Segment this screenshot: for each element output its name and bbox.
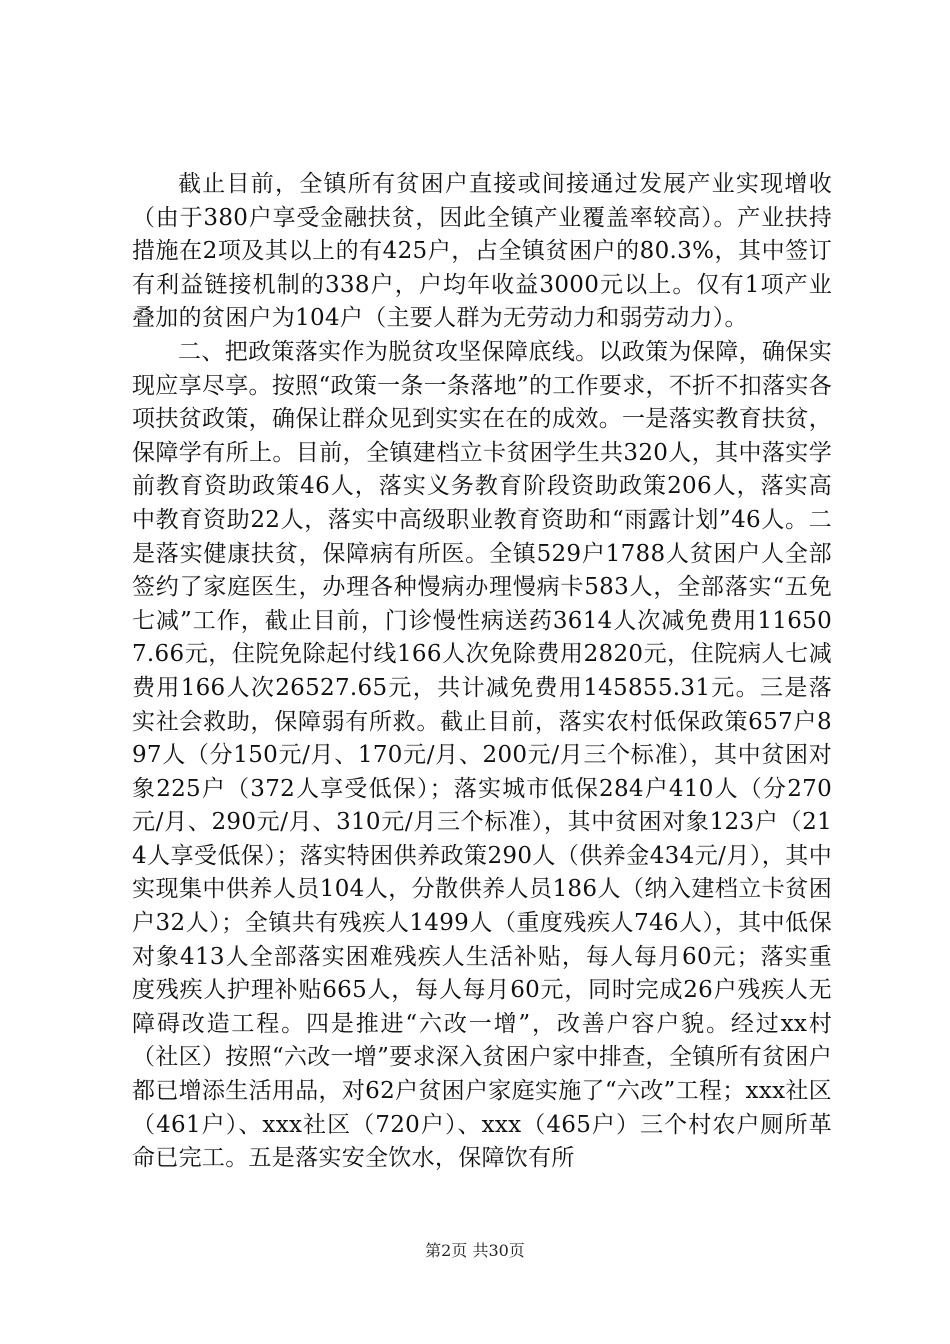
page-footer: 第2页 共30页 <box>425 1241 525 1260</box>
document-body <box>132 168 832 1176</box>
paragraph-policy-implementation: 二、把政策落实作为脱贫攻坚保障底线。以政策为保障，确保实现应享尽享。按照“政策一条一条落地”的工作要求，不折不扣落实各项扶贫政策，确保让群众见到实实在在的成效。一是落实教育扶贫，保障学有所上。目前，全镇建档立卡贫困学生共320人，其中落实学前教育资助政策46人，落实义务教育阶段资助政策206人，落实高中教育资助22人，落实中高级职业教育资助和“雨露计划”46人。二是落实健康扶贫，保障病有所医。全镇529户1788人贫困户人全部签约了家庭医生，办理各种慢病办理慢病卡583人，全部落实“五免七减”工作，截止目前，门诊慢性病送药3614人次减免费用116507.66元，住院免除起付线166人次免除费用2820元，住院病人七减费用166人次26527.65元，共计减免费用145855.31元。三是落实社会救助，保障弱有所救。截止目前，落实农村低保政策657户897人（分150元/月、170元/月、200元/月三个标准），其中贫困对象225户（372人享受低保）；落实城市低保284户410人（分270元/月、290元/月、310元/月三个标准），其中贫困对象123户（214人享受低保）；落实特困供养政策290人（供养金434元/月），其中实现集中供养人员104人，分散供养人员186人（纳入建档立卡贫困户32人）；全镇共有残疾人1499人（重度残疾人746人），其中低保对象413人全部落实困难残疾人生活补贴，每人每月60元；落实重度残疾人护理补贴665人，每人每月60元，同时完成26户残疾人无障碍改造工程。四是推进“六改一增”，改善户容户貌。经过xx村（社区）按照“六改一增”要求深入贫困户家中排查，全镇所有贫困户都已增添生活用品，对62户贫困户家庭实施了“六改”工程；xxx社区（461户）、xxx社区（720户）、xxx（465户）三个村农户厕所革命已完工。五是落实安全饮水，保障饮有所 <box>132 338 832 1172</box>
paragraph-industry-income: 截止目前，全镇所有贫困户直接或间接通过发展产业实现增收（由于380户享受金融扶贫，因此全镇产业覆盖率较高）。产业扶持措施在2项及其以上的有425户，占全镇贫困户的80.3%，其中签订有利益链接机制的338户，户均年收益3000元以上。仅有1项产业叠加的贫困户为104户（主要人群为无劳动力和弱劳动力）。 <box>132 171 832 332</box>
